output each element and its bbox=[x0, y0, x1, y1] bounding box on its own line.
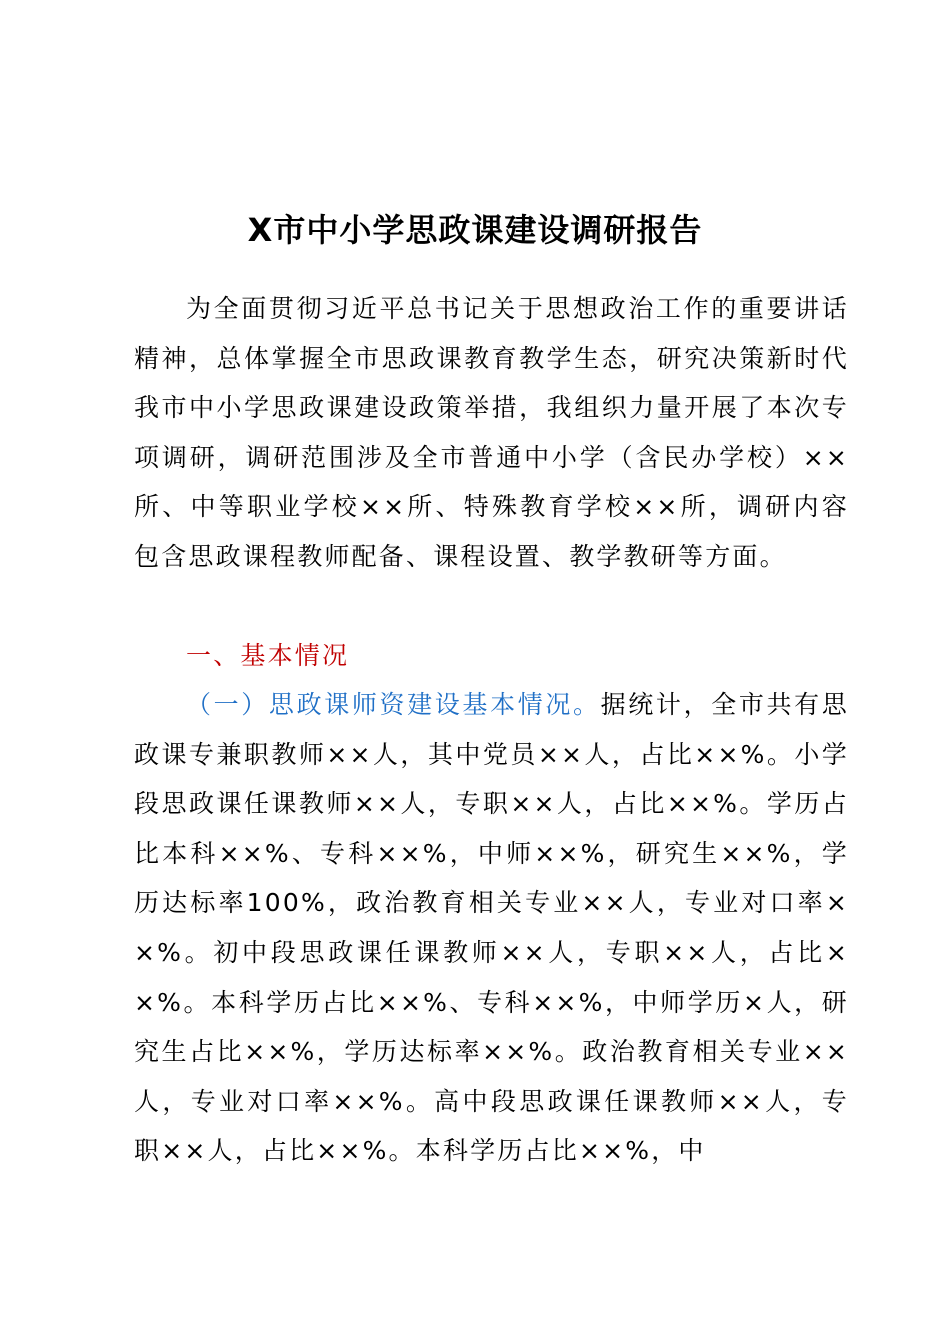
document-title: X市中小学思政课建设调研报告 bbox=[247, 211, 703, 249]
section-paragraph-text: 据统计，全市共有思政课专兼职教师××人，其中党员××人，占比××%。小学段思政课任课教师××人，专职××人，占比××%。学历占比本科××%、专科××%，中师××%，研究生××%，学历达标率100%，政治教育相关专业××人，专业对口率××%。初中段思政课任课教师××人，专职××人，占比××%。本科学历占比××%、专科××%，中师学历×人，研究生占比××%，学历达标率××%。政治教育相关专业××人，专业对口率××%。高中段思政课任课教师××人，专职××人，占比××%。本科学历占比××%，中 bbox=[134, 690, 849, 1166]
section-heading-basic-situation: 一、基本情况 bbox=[186, 641, 350, 670]
intro-paragraph: 为全面贯彻习近平总书记关于思想政治工作的重要讲话精神，总体掌握全市思政课教育教学生态，研究决策新时代我市中小学思政课建设政策举措，我组织力量开展了本次专项调研，调研范围涉及全市普通中小学（含民办学校）××所、中等职业学校××所、特殊教育学校××所，调研内容包含思政课程教师配备、课程设置、教学教研等方面。 bbox=[134, 294, 849, 571]
subheading-teacher-staffing: （一）思政课师资建设基本情况。 bbox=[186, 690, 601, 719]
section-paragraph-teachers bbox=[134, 680, 849, 1176]
